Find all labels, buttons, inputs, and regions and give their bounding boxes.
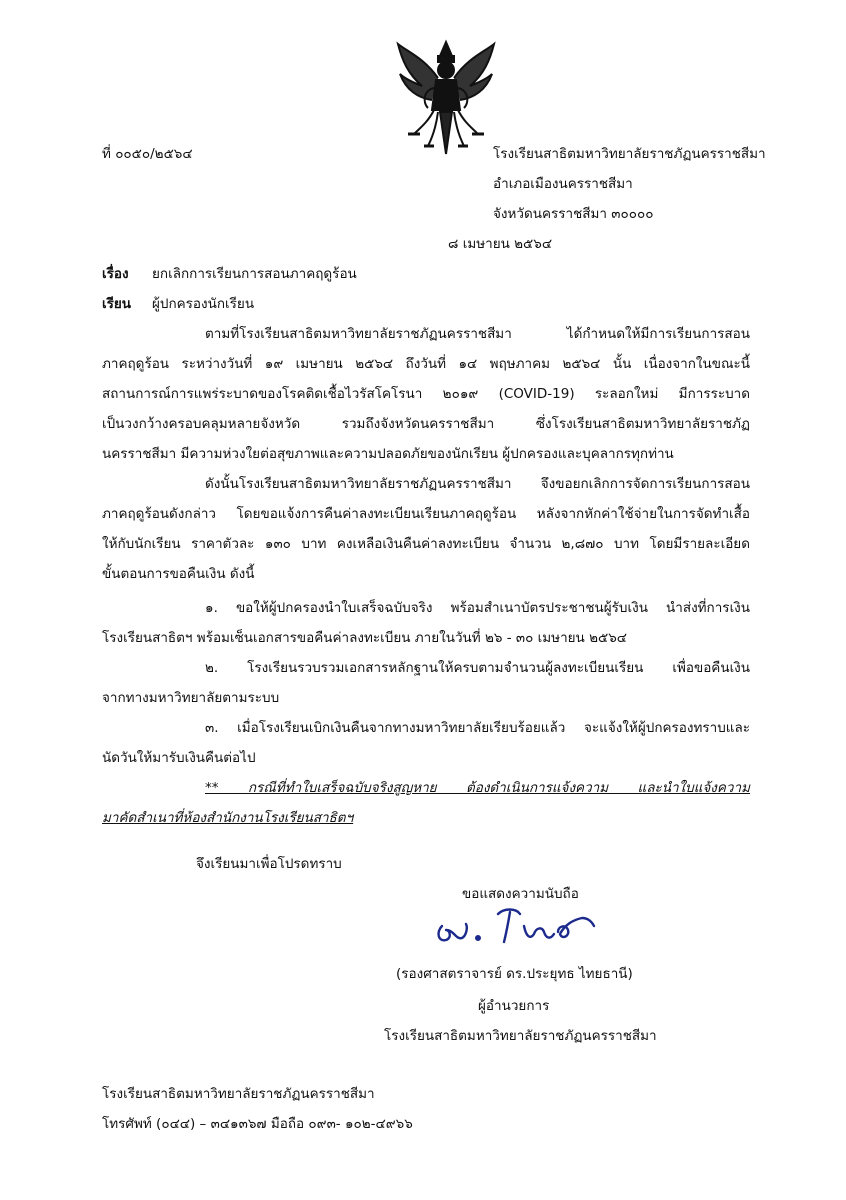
paragraph-2-line: ขั้นตอนการขอคืนเงิน ดังนี้ (102, 566, 255, 582)
signature-image (432, 896, 602, 948)
paragraph-2-line: ภาคฤดูร้อนดังกล่าว โดยขอแจ้งการคืนค่าลงทะเบียนเรียนภาคฤดูร้อน หลังจากหักค่าใช้จ่ายในการจัดทำเสื้อ (102, 506, 750, 522)
lost-receipt-note-line: ** กรณีที่ทำใบเสร็จฉบับจริงสูญหาย ต้องดำเนินการแจ้งความ และนำใบแจ้งความ (205, 780, 750, 796)
step-3-line: นัดวันให้มารับเงินคืนต่อไป (102, 750, 256, 766)
address-line-1: โรงเรียนสาธิตมหาวิทยาลัยราชภัฏนครราชสีมา (493, 146, 766, 162)
recipient-text: ผู้ปกครองนักเรียน (152, 296, 255, 312)
paragraph-2-line: ให้กับนักเรียน ราคาตัวละ ๑๓๐ บาท คงเหลือเงินคืนค่าลงทะเบียน จำนวน ๒,๘๗๐ บาท โดยมีรายละเอียด (102, 536, 750, 552)
paragraph-1-line: เป็นวงกว้างครอบคลุมหลายจังหวัด รวมถึงจังหวัดนครราชสีมา ซึ่งโรงเรียนสาธิตมหาวิทยาลัยราชภัฏ (102, 416, 750, 432)
letter-date: ๘ เมษายน ๒๕๖๔ (448, 236, 553, 252)
address-line-3: จังหวัดนครราชสีมา ๓๐๐๐๐ (493, 206, 654, 222)
garuda-emblem (394, 38, 498, 156)
recipient-label: เรียน (102, 296, 132, 312)
lost-receipt-note-line: มาคัดสำเนาที่ห้องสำนักงานโรงเรียนสาธิตฯ (102, 810, 354, 826)
step-2-line: จากทางมหาวิทยาลัยตามระบบ (102, 690, 280, 706)
closing-text: จึงเรียนมาเพื่อโปรดทราบ (196, 856, 342, 872)
footer-phone: โทรศัพท์ (๐๔๔) – ๓๔๑๓๖๗ มือถือ ๐๙๓- ๑๐๒-๔๙๖๖ (102, 1116, 413, 1132)
signatory-title: ผู้อำนวยการ (478, 998, 550, 1014)
paragraph-1-line: สถานการณ์การแพร่ระบาดของโรคติดเชื้อไวรัสโคโรนา ๒๐๑๙ (COVID-19) ระลอกใหม่ มีการระบาด (102, 386, 750, 402)
paragraph-2-line: ดังนั้นโรงเรียนสาธิตมหาวิทยาลัยราชภัฏนครราชสีมา จึงขอยกเลิกการจัดการเรียนการสอน (205, 476, 750, 492)
regards-text: ขอแสดงความนับถือ (462, 886, 579, 902)
subject-label: เรื่อง (102, 266, 129, 282)
step-3-line: ๓. เมื่อโรงเรียนเบิกเงินคืนจากทางมหาวิทยาลัยเรียบร้อยแล้ว จะแจ้งให้ผู้ปกครองทราบและ (205, 720, 750, 736)
footer-organization: โรงเรียนสาธิตมหาวิทยาลัยราชภัฏนครราชสีมา (102, 1086, 375, 1102)
signatory-name: (รองศาสตราจารย์ ดร.ประยุทธ ไทยธานี) (396, 966, 633, 982)
reference-number: ที่ ๐๐๕๐/๒๕๖๔ (102, 146, 193, 162)
subject-text: ยกเลิกการเรียนการสอนภาคฤดูร้อน (152, 266, 357, 282)
paragraph-1-line: ตามที่โรงเรียนสาธิตมหาวิทยาลัยราชภัฏนครราชสีมา ได้กำหนดให้มีการเรียนการสอน (205, 326, 750, 342)
signatory-organization: โรงเรียนสาธิตมหาวิทยาลัยราชภัฏนครราชสีมา (384, 1028, 657, 1044)
paragraph-1-line: ภาคฤดูร้อน ระหว่างวันที่ ๑๙ เมษายน ๒๕๖๔ ถึงวันที่ ๑๔ พฤษภาคม ๒๕๖๔ นั้น เนื่องจากในขณะนี้ (102, 356, 750, 372)
address-line-2: อำเภอเมืองนครราชสีมา (493, 176, 633, 192)
step-1-line: ๑. ขอให้ผู้ปกครองนำใบเสร็จฉบับจริง พร้อมสำเนาบัตรประชาชนผู้รับเงิน นำส่งที่การเงิน (205, 600, 750, 616)
step-1-line: โรงเรียนสาธิตฯ พร้อมเซ็นเอกสารขอคืนค่าลงทะเบียน ภายในวันที่ ๒๖ - ๓๐ เมษายน ๒๕๖๔ (102, 630, 627, 646)
step-2-line: ๒. โรงเรียนรวบรวมเอกสารหลักฐานให้ครบตามจำนวนผู้ลงทะเบียนเรียน เพื่อขอคืนเงิน (205, 660, 750, 676)
paragraph-1-line: นครราชสีมา มีความห่วงใยต่อสุขภาพและความปลอดภัยของนักเรียน ผู้ปกครองและบุคลากรทุกท่าน (102, 446, 674, 462)
